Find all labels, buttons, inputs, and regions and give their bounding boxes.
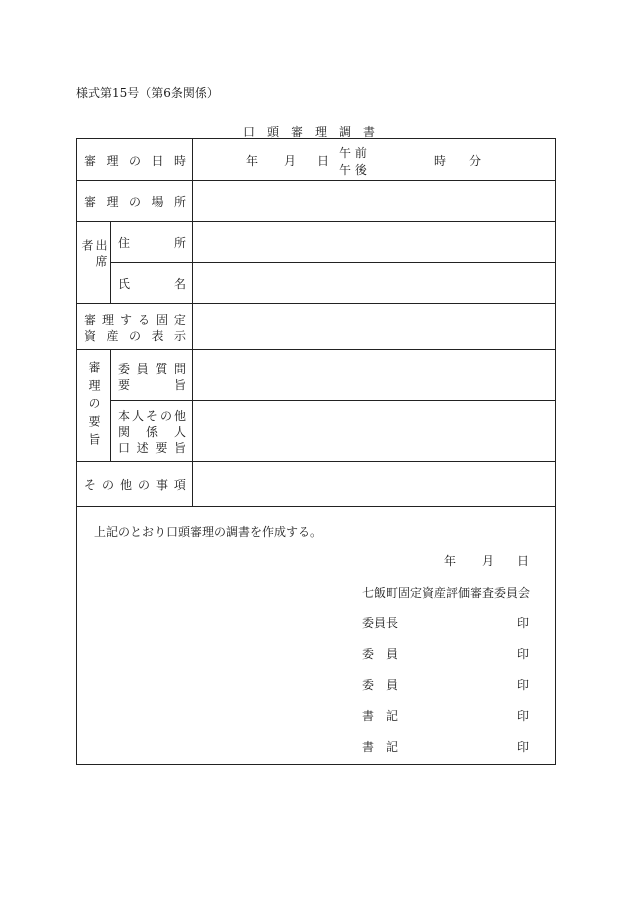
other-matters-label-text: そ の 他 の 事 項: [84, 478, 186, 492]
place-label: [84, 193, 186, 210]
column-divider: [110, 221, 111, 303]
place-label-text: 審 理 の 場 所: [84, 195, 186, 209]
seal-mark: 印: [516, 678, 529, 692]
seal-mark: 印: [516, 616, 529, 630]
summary-label: [87, 361, 101, 453]
column-divider: [110, 349, 111, 461]
others-line1: [118, 407, 186, 424]
signer-row: [362, 707, 529, 724]
signer-row: [362, 614, 529, 631]
row-divider: [77, 461, 555, 462]
address-label: [118, 234, 186, 251]
seal-mark: 印: [516, 740, 529, 754]
others-line3: [118, 439, 186, 456]
property-label-line1-text: 審 理 す る 固 定: [84, 313, 186, 327]
column-divider: [192, 139, 193, 506]
name-label-text: 氏 名: [118, 277, 186, 291]
attendee-label-text: 出席者: [80, 239, 108, 271]
name-label: [118, 275, 186, 292]
datetime-label: [84, 152, 186, 169]
datetime-day: 日: [317, 154, 330, 168]
signer-role: 書 記: [362, 709, 399, 723]
row-divider: [77, 303, 555, 304]
member-question-line1: [118, 360, 186, 377]
member-question-line2-text: 要 旨: [118, 378, 186, 392]
summary-label-text: 審理の要旨: [87, 361, 101, 451]
property-label-line2-text: 資 産 の 表 示: [84, 329, 186, 343]
closing-date-month: 月: [482, 554, 495, 568]
row-divider: [77, 349, 555, 350]
row-divider: [77, 180, 555, 181]
row-divider: [110, 400, 555, 401]
member-question-line1-text: 委 員 質 問: [118, 362, 186, 376]
row-divider: [77, 221, 555, 222]
address-label-text: 住 所: [118, 236, 186, 250]
committee-name: 七飯町固定資産評価審査委員会: [362, 586, 531, 600]
property-label-line1: [84, 311, 186, 328]
seal-mark: 印: [516, 647, 529, 661]
attendee-label: [80, 239, 108, 285]
closing-statement: 上記のとおり口頭審理の調書を作成する。: [94, 525, 323, 539]
signer-role: 委 員: [362, 678, 399, 692]
signer-role: 委 員: [362, 647, 399, 661]
datetime-am: 午 前: [339, 146, 367, 160]
others-line1-text: 本 人 そ の 他: [118, 409, 186, 423]
closing-date-year: 年: [444, 554, 457, 568]
datetime-label-text: 審 理 の 日 時: [84, 154, 186, 168]
datetime-hour: 時: [434, 154, 447, 168]
signer-row: [362, 645, 529, 662]
record-table: [76, 138, 556, 765]
row-divider: [110, 262, 555, 263]
signer-row: [362, 676, 529, 693]
form-number: 様式第15号（第6条関係）: [76, 86, 219, 100]
signer-role: 書 記: [362, 740, 399, 754]
signer-row: [362, 738, 529, 755]
others-line2-text: 関 係 人: [118, 425, 186, 439]
datetime-month: 月: [284, 154, 297, 168]
datetime-year: 年: [246, 154, 259, 168]
closing-date-day: 日: [517, 554, 530, 568]
others-line3-text: 口 述 要 旨: [118, 441, 186, 455]
other-matters-label: [84, 476, 186, 493]
others-line2: [118, 423, 186, 440]
property-label-line2: [84, 327, 186, 344]
datetime-pm: 午 後: [339, 163, 367, 177]
datetime-minute: 分: [469, 154, 482, 168]
signer-role: 委員長: [362, 616, 399, 630]
seal-mark: 印: [516, 709, 529, 723]
document-title-text: 口頭審理調書: [242, 125, 387, 139]
row-divider: [77, 506, 555, 507]
member-question-line2: [118, 376, 186, 393]
